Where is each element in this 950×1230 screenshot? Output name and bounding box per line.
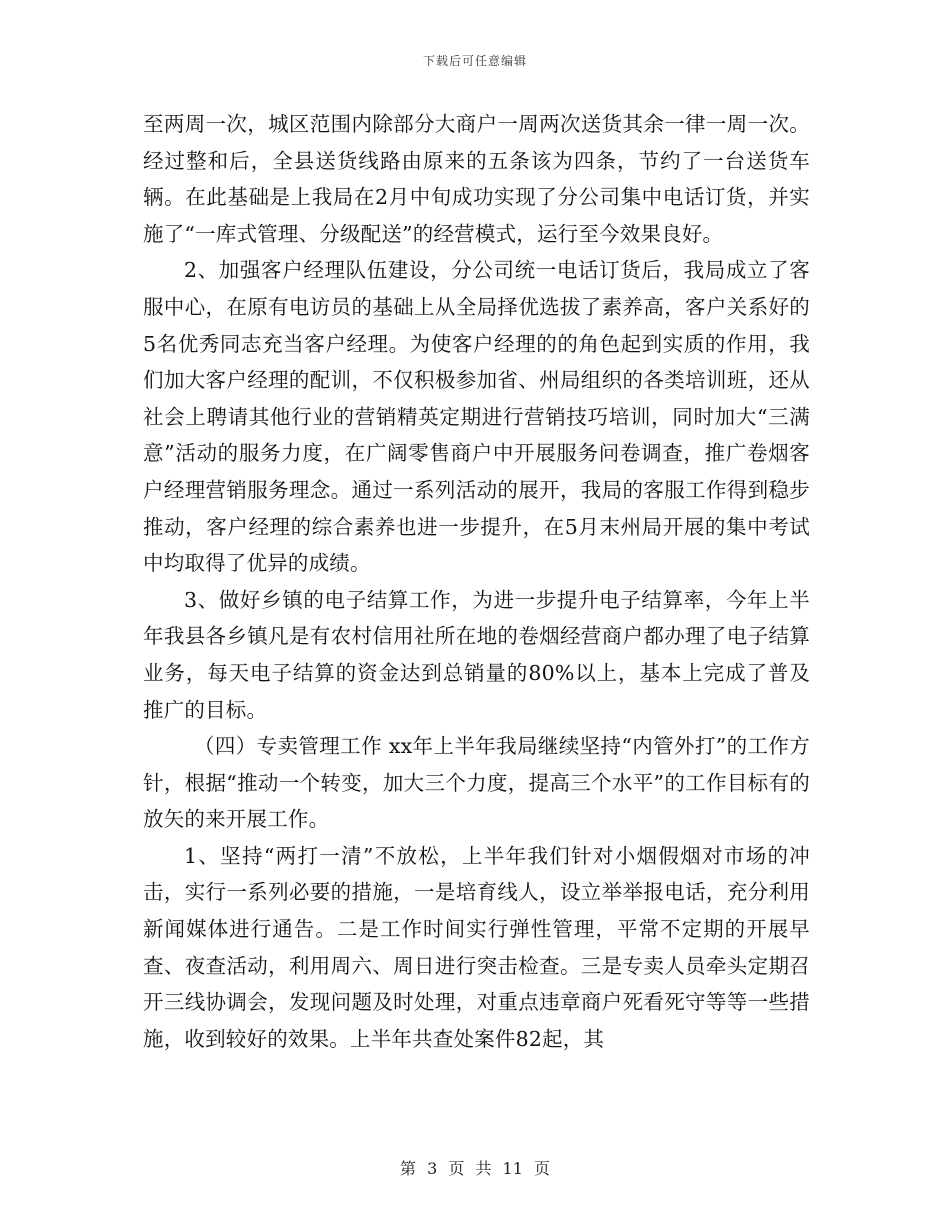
paragraph-enforcement: 1、坚持“两打一清”不放松，上半年我们针对小烟假烟对市场的冲击，实行一系列必要的措施，一是培育线人，设立举举报电话，充分利用新闻媒体进行通告。二是工作时间实行弹性管理，平常不定期的开展早查、夜查活动，利用周六、周日进行突击检查。三是专卖人员牵头定期召开三线协调会，发现问题及时处理，对重点违章商户死看死守等等一些措施，收到较好的效果。上半年共查处案件82起，其 xyxy=(143,843,810,1051)
paragraph-monopoly-management: （四）专卖管理工作 xx年上半年我局继续坚持“内管外打”的工作方针，根据“推动一个转变，加大三个力度，提高三个水平”的工作目标有的放矢的来开展工作。 xyxy=(143,734,810,832)
page-number-footer: 第 3 页 共 11 页 xyxy=(400,1159,550,1178)
page-header-note: 下载后可任意编辑 xyxy=(422,54,527,68)
paragraph-customer-managers: 2、加强客户经理队伍建设，分公司统一电话订货后，我局成立了客服中心，在原有电访员的基础上从全局择优选拔了素养高，客户关系好的5名优秀同志充当客户经理。为使客户经理的的角色起到实质的作用，我们加大客户经理的配训，不仅积极参加省、州局组织的各类培训班，还从社会上聘请其他行业的营销精英定期进行营销技巧培训，同时加大“三满意”活动的服务力度，在广阔零售商户中开展服务问卷调查，推广卷烟客户经理营销服务理念。通过一系列活动的展开，我局的客服工作得到稳步推动，客户经理的综合素养也进一步提升，在5月末州局开展的集中考试中均取得了优异的成绩。 xyxy=(143,258,810,576)
paragraph-electronic-settlement: 3、做好乡镇的电子结算工作，为进一步提升电子结算率，今年上半年我县各乡镇凡是有农村信用社所在地的卷烟经营商户都办理了电子结算业务，每天电子结算的资金达到总销量的80%以上，基本上完成了普及推广的目标。 xyxy=(143,587,810,722)
paragraph-delivery-routes: 至两周一次，城区范围内除部分大商户一周两次送货其余一律一周一次。经过整和后，全县送货线路由原来的五条该为四条，节约了一台送货车辆。在此基础是上我局在2月中旬成功实现了分公司集中电话订货，并实施了“一库式管理、分级配送”的经营模式，运行至今效果良好。 xyxy=(143,112,810,246)
document-body xyxy=(143,106,810,1057)
